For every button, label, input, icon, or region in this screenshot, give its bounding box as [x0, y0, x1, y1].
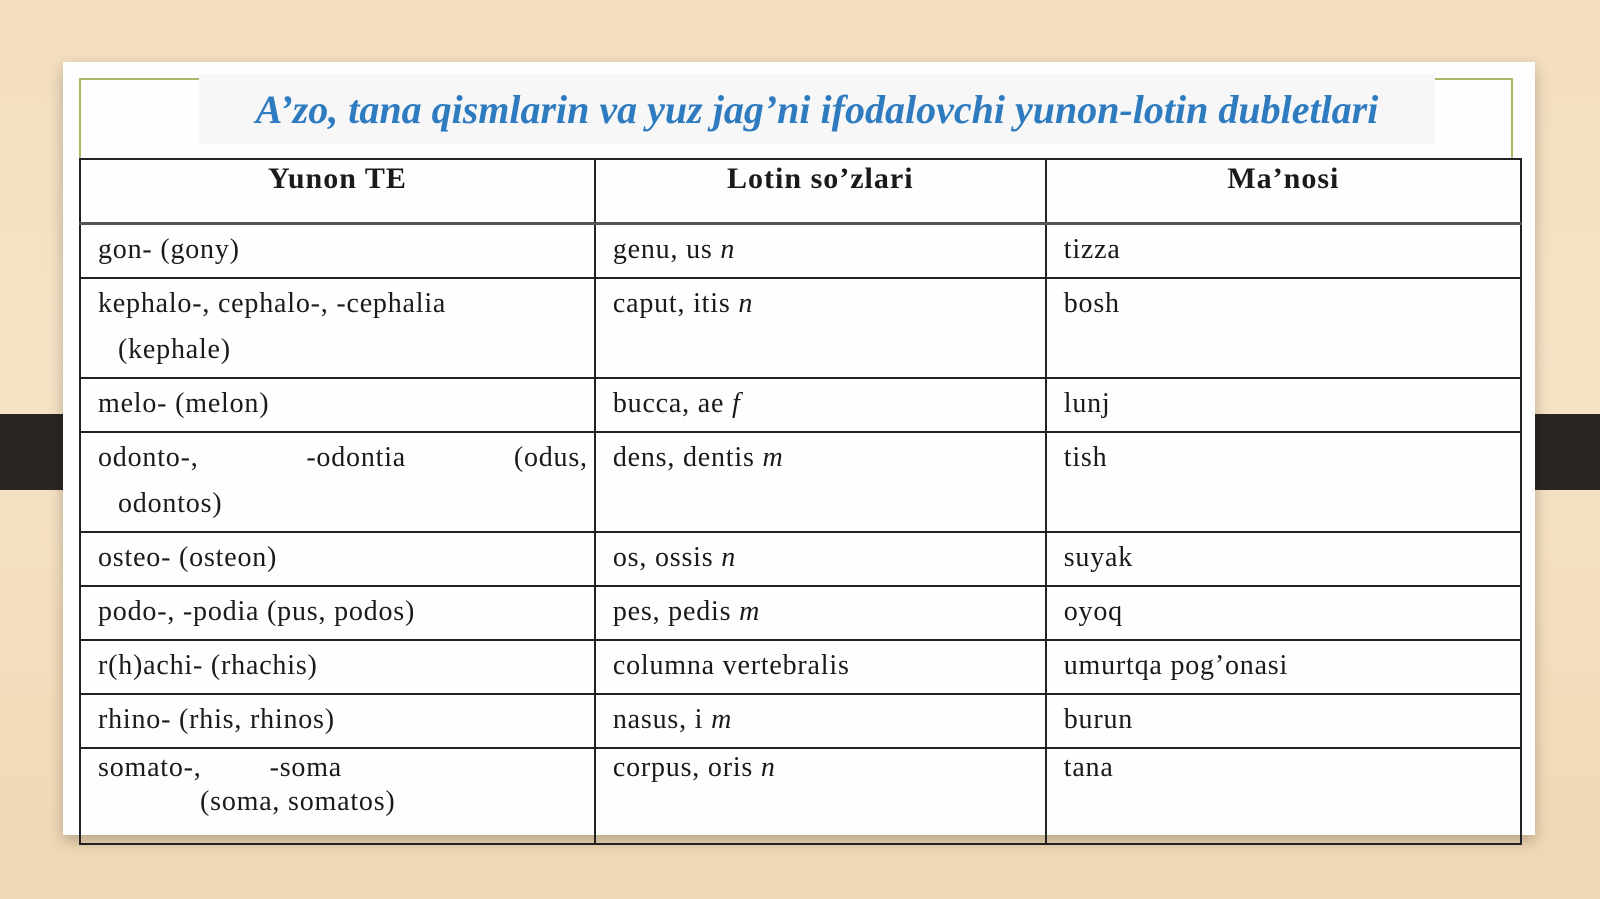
greek-cell: somato-, -soma (soma, somatos) [80, 748, 595, 844]
greek-cell: osteo- (osteon) [80, 532, 595, 586]
meaning-cell: tizza [1046, 224, 1521, 279]
table-row [80, 586, 1521, 640]
latin-cell: dens, dentis m [595, 432, 1046, 532]
doublets-table [79, 158, 1522, 845]
table-row [80, 748, 1521, 844]
latin-cell: os, ossis n [595, 532, 1046, 586]
meaning-cell: umurtqa pog’onasi [1046, 640, 1521, 694]
meaning-cell: tana [1046, 748, 1521, 844]
table-row [80, 532, 1521, 586]
latin-cell: genu, us n [595, 224, 1046, 279]
latin-cell: corpus, oris n [595, 748, 1046, 844]
gender-mark: n [721, 542, 737, 573]
greek-cell: r(h)achi- (rhachis) [80, 640, 595, 694]
table-header-row [80, 159, 1521, 224]
gender-mark: m [739, 596, 761, 627]
greek-cell: rhino- (rhis, rhinos) [80, 694, 595, 748]
latin-cell: columna vertebralis [595, 640, 1046, 694]
gender-mark: n [738, 288, 754, 319]
table-row [80, 224, 1521, 279]
table-row [80, 640, 1521, 694]
slide-card [63, 62, 1535, 835]
meaning-cell: suyak [1046, 532, 1521, 586]
table-row [80, 694, 1521, 748]
meaning-cell: burun [1046, 694, 1521, 748]
gender-mark: n [720, 234, 736, 265]
greek-cell: podo-, -podia (pus, podos) [80, 586, 595, 640]
slide-title: A’zo, tana qismlarin va yuz jag’ni ifodalovchi yunon-lotin dubletlari [199, 74, 1435, 144]
gender-mark: m [711, 704, 733, 735]
meaning-cell: tish [1046, 432, 1521, 532]
latin-cell: caput, itis n [595, 278, 1046, 378]
greek-cell: melo- (melon) [80, 378, 595, 432]
gender-mark: m [762, 442, 784, 473]
table-row [80, 432, 1521, 532]
greek-cell: gon- (gony) [80, 224, 595, 279]
table-row [80, 278, 1521, 378]
table-row [80, 378, 1521, 432]
column-header-greek: Yunon TE [80, 159, 595, 224]
column-header-latin: Lotin so’zlari [595, 159, 1046, 224]
latin-cell: bucca, ae f [595, 378, 1046, 432]
gender-mark: n [760, 752, 776, 783]
gender-mark: f [732, 388, 741, 419]
meaning-cell: oyoq [1046, 586, 1521, 640]
greek-cell: kephalo-, cephalo-, -cephalia (kephale) [80, 278, 595, 378]
greek-cell: odonto-, -odontia (odus, odontos) [80, 432, 595, 532]
meaning-cell: bosh [1046, 278, 1521, 378]
latin-cell: nasus, i m [595, 694, 1046, 748]
column-header-meaning: Ma’nosi [1046, 159, 1521, 224]
meaning-cell: lunj [1046, 378, 1521, 432]
latin-cell: pes, pedis m [595, 586, 1046, 640]
